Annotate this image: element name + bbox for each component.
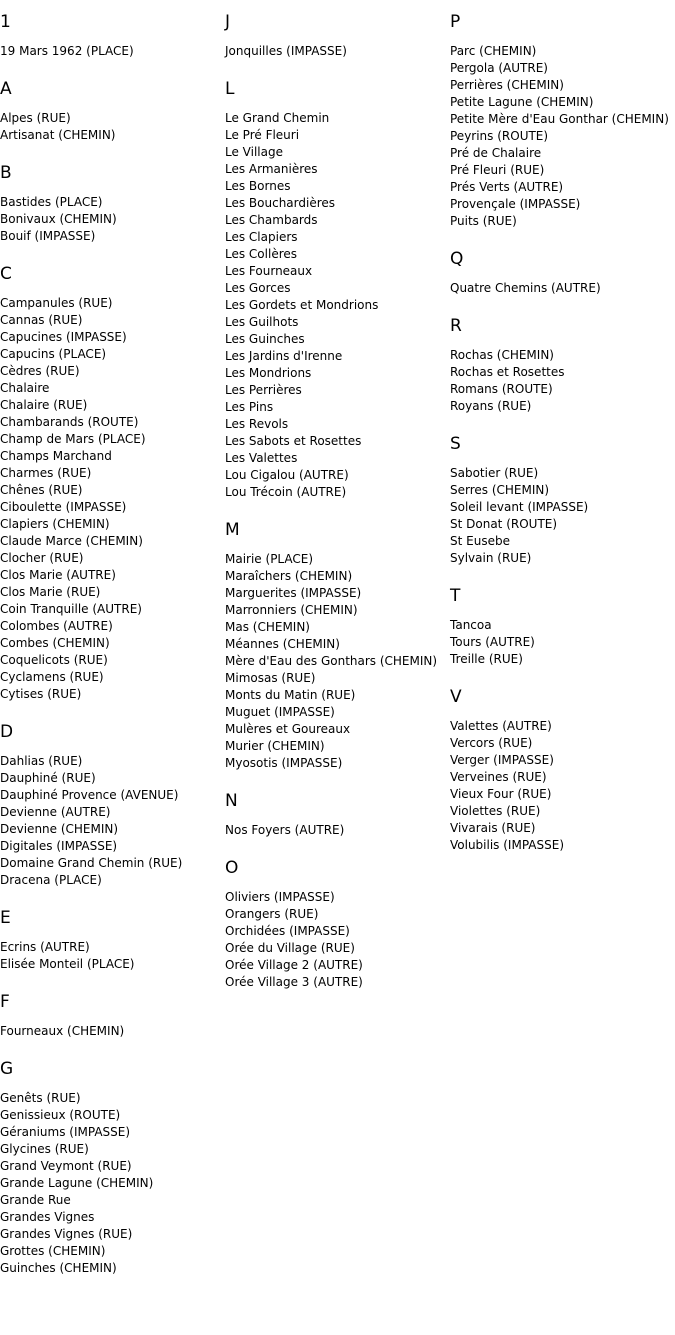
street-item: Le Pré Fleuri [225,128,300,142]
letter-section [0,263,225,703]
street-list [0,939,225,973]
street-item: Les Jardins d'Irenne [225,349,343,363]
street-item: Pré Fleuri (RUE) [450,163,545,177]
street-item: Royans (RUE) [450,399,532,413]
street-list [225,822,450,839]
street-item: Rochas et Rosettes [450,365,565,379]
street-item: Muguet (IMPASSE) [225,705,335,719]
letter-heading: 1 [0,12,11,32]
street-item: Grandes Vignes (RUE) [0,1227,133,1241]
street-item: Grande Rue [0,1193,71,1207]
street-item: Cytises (RUE) [0,687,82,701]
street-item: Monts du Matin (RUE) [225,688,356,702]
street-item: Claude Marce (CHEMIN) [0,534,143,548]
street-item: Les Bornes [225,179,291,193]
street-list [450,43,675,230]
letter-heading: D [0,722,14,742]
street-item: Les Collères [225,247,297,261]
street-item: Rochas (CHEMIN) [450,348,554,362]
street-item: Les Chambards [225,213,318,227]
letter-section [225,790,450,839]
street-item: Dracena (PLACE) [0,873,102,887]
street-item: Chambarands (ROUTE) [0,415,139,429]
street-item: Orchidées (IMPASSE) [225,924,350,938]
letter-heading: S [450,434,461,454]
letter-section [450,585,675,668]
street-item: Cèdres (RUE) [0,364,80,378]
street-item: Colombes (AUTRE) [0,619,113,633]
street-item: Glycines (RUE) [0,1142,89,1156]
street-item: Verger (IMPASSE) [450,753,554,767]
street-item: Dauphiné Provence (AVENUE) [0,788,179,802]
street-item: Fourneaux (CHEMIN) [0,1024,125,1038]
street-item: Les Bouchardières [225,196,336,210]
street-item: Grottes (CHEMIN) [0,1244,106,1258]
street-item: Les Revols [225,417,289,431]
street-item: Serres (CHEMIN) [450,483,550,497]
street-item: Les Valettes [225,451,298,465]
street-item: St Donat (ROUTE) [450,517,558,531]
street-list [0,1023,225,1040]
letter-heading: O [225,858,239,878]
street-item: Ciboulette (IMPASSE) [0,500,127,514]
street-list [0,295,225,703]
street-item: Tancoa [450,618,492,632]
street-item: Lou Trécoin (AUTRE) [225,485,347,499]
street-item: Champs Marchand [0,449,112,463]
street-item: Sylvain (RUE) [450,551,532,565]
street-item: Sabotier (RUE) [450,466,539,480]
street-item: Violettes (RUE) [450,804,541,818]
street-item: Vivarais (RUE) [450,821,536,835]
street-list [450,465,675,567]
street-item: 19 Mars 1962 (PLACE) [0,44,134,58]
street-item: Charmes (RUE) [0,466,92,480]
street-item: Les Sabots et Rosettes [225,434,362,448]
street-item: Campanules (RUE) [0,296,113,310]
street-item: Soleil levant (IMPASSE) [450,500,589,514]
street-item: Les Armanières [225,162,318,176]
letter-heading: B [0,163,12,183]
street-item: Petite Lagune (CHEMIN) [450,95,594,109]
street-list [225,43,450,60]
street-list [450,280,675,297]
street-item: Grandes Vignes [0,1210,95,1224]
street-item: Orée du Village (RUE) [225,941,355,955]
street-list [225,551,450,772]
street-item: Tours (AUTRE) [450,635,535,649]
letter-heading: M [225,520,240,540]
street-item: Méannes (CHEMIN) [225,637,340,651]
letter-heading: R [450,316,462,336]
street-column-2 [225,0,450,1009]
street-item: Cannas (RUE) [0,313,83,327]
letter-section [450,315,675,415]
letter-heading: Q [450,249,464,269]
letter-heading: E [0,908,11,928]
letter-section [450,248,675,297]
street-item: Murier (CHEMIN) [225,739,325,753]
street-list [450,718,675,854]
street-item: Quatre Chemins (AUTRE) [450,281,601,295]
street-item: Mimosas (RUE) [225,671,316,685]
letter-heading: J [225,12,231,32]
street-item: Les Guilhots [225,315,299,329]
letter-heading: G [0,1059,14,1079]
street-item: Maraîchers (CHEMIN) [225,569,353,583]
street-item: Dauphiné (RUE) [0,771,96,785]
street-item: Bonivaux (CHEMIN) [0,212,117,226]
letter-section [450,11,675,230]
street-item: Genêts (RUE) [0,1091,81,1105]
street-item: Orée Village 3 (AUTRE) [225,975,363,989]
street-item: Orée Village 2 (AUTRE) [225,958,363,972]
street-item: Les Fourneaux [225,264,313,278]
street-item: Vercors (RUE) [450,736,533,750]
street-list [450,617,675,668]
street-item: Chênes (RUE) [0,483,83,497]
letter-heading: V [450,687,462,707]
street-item: Cyclamens (RUE) [0,670,104,684]
street-item: Volubilis (IMPASSE) [450,838,564,852]
street-item: Mère d'Eau des Gonthars (CHEMIN) [225,654,438,668]
street-item: Capucins (PLACE) [0,347,107,361]
street-item: Clapiers (CHEMIN) [0,517,110,531]
street-item: Champ de Mars (PLACE) [0,432,146,446]
street-item: Dahlias (RUE) [0,754,83,768]
street-item: Pré de Chalaire [450,146,542,160]
street-item: Le Village [225,145,283,159]
street-item: Lou Cigalou (AUTRE) [225,468,349,482]
street-item: Les Mondrions [225,366,312,380]
street-item: Myosotis (IMPASSE) [225,756,343,770]
street-item: Treille (RUE) [450,652,523,666]
street-item: Capucines (IMPASSE) [0,330,127,344]
street-item: Guinches (CHEMIN) [0,1261,117,1275]
letter-section [450,686,675,854]
street-item: Digitales (IMPASSE) [0,839,118,853]
street-item: Pergola (AUTRE) [450,61,548,75]
street-item: Marronniers (CHEMIN) [225,603,358,617]
street-item: Les Gordets et Mondrions [225,298,379,312]
street-list [450,347,675,415]
street-list [0,110,225,144]
letter-section [225,857,450,991]
street-item: Chalaire (RUE) [0,398,88,412]
street-item: Prés Verts (AUTRE) [450,180,564,194]
letter-section [0,11,225,60]
letter-section [0,721,225,889]
street-item: Coquelicots (RUE) [0,653,108,667]
street-item: Perrières (CHEMIN) [450,78,564,92]
letter-section [0,162,225,245]
letter-heading: F [0,992,10,1012]
street-item: Alpes (RUE) [0,111,71,125]
street-item: Grand Veymont (RUE) [0,1159,132,1173]
street-item: Genissieux (ROUTE) [0,1108,121,1122]
street-column-1 [0,0,225,1295]
letter-section [225,519,450,772]
letter-section [225,11,450,60]
street-item: Les Perrières [225,383,302,397]
street-item: Jonquilles (IMPASSE) [225,44,347,58]
street-item: Grande Lagune (CHEMIN) [0,1176,154,1190]
street-item: Combes (CHEMIN) [0,636,110,650]
letter-heading: T [450,586,461,606]
letter-section [0,907,225,973]
street-item: Nos Foyers (AUTRE) [225,823,345,837]
street-item: Verveines (RUE) [450,770,547,784]
street-item: Coin Tranquille (AUTRE) [0,602,142,616]
street-item: Marguerites (IMPASSE) [225,586,362,600]
letter-section [0,991,225,1040]
letter-heading: A [0,79,12,99]
letter-section [450,433,675,567]
street-item: Elisée Monteil (PLACE) [0,957,135,971]
street-item: Valettes (AUTRE) [450,719,552,733]
street-item: Géraniums (IMPASSE) [0,1125,131,1139]
street-item: Parc (CHEMIN) [450,44,537,58]
letter-heading: N [225,791,238,811]
street-item: St Eusebe [450,534,510,548]
street-item: Les Gorces [225,281,291,295]
street-item: Ecrins (AUTRE) [0,940,90,954]
street-item: Petite Mère d'Eau Gonthar (CHEMIN) [450,112,669,126]
letter-heading: L [225,79,235,99]
street-item: Bouif (IMPASSE) [0,229,96,243]
street-item: Vieux Four (RUE) [450,787,552,801]
street-item: Clos Marie (RUE) [0,585,101,599]
street-item: Mairie (PLACE) [225,552,314,566]
letter-heading: P [450,12,461,32]
street-item: Les Pins [225,400,274,414]
letter-section [0,78,225,144]
street-list [225,889,450,991]
letter-section [225,78,450,501]
street-column-3 [450,0,675,872]
street-item: Les Clapiers [225,230,298,244]
street-list [0,753,225,889]
street-item: Domaine Grand Chemin (RUE) [0,856,183,870]
street-item: Les Guinches [225,332,305,346]
street-list [0,194,225,245]
street-item: Bastides (PLACE) [0,195,103,209]
street-item: Orangers (RUE) [225,907,319,921]
street-item: Romans (ROUTE) [450,382,553,396]
street-item: Chalaire [0,381,50,395]
street-item: Peyrins (ROUTE) [450,129,549,143]
street-item: Devienne (AUTRE) [0,805,111,819]
street-item: Clocher (RUE) [0,551,84,565]
street-item: Devienne (CHEMIN) [0,822,119,836]
street-item: Puits (RUE) [450,214,517,228]
letter-heading: C [0,264,12,284]
street-item: Oliviers (IMPASSE) [225,890,335,904]
street-list [225,110,450,501]
street-item: Mulères et Goureaux [225,722,351,736]
letter-section [0,1058,225,1277]
street-item: Provençale (IMPASSE) [450,197,581,211]
street-item: Clos Marie (AUTRE) [0,568,116,582]
street-item: Le Grand Chemin [225,111,330,125]
street-list [0,43,225,60]
street-item: Artisanat (CHEMIN) [0,128,116,142]
street-item: Mas (CHEMIN) [225,620,310,634]
street-list [0,1090,225,1277]
